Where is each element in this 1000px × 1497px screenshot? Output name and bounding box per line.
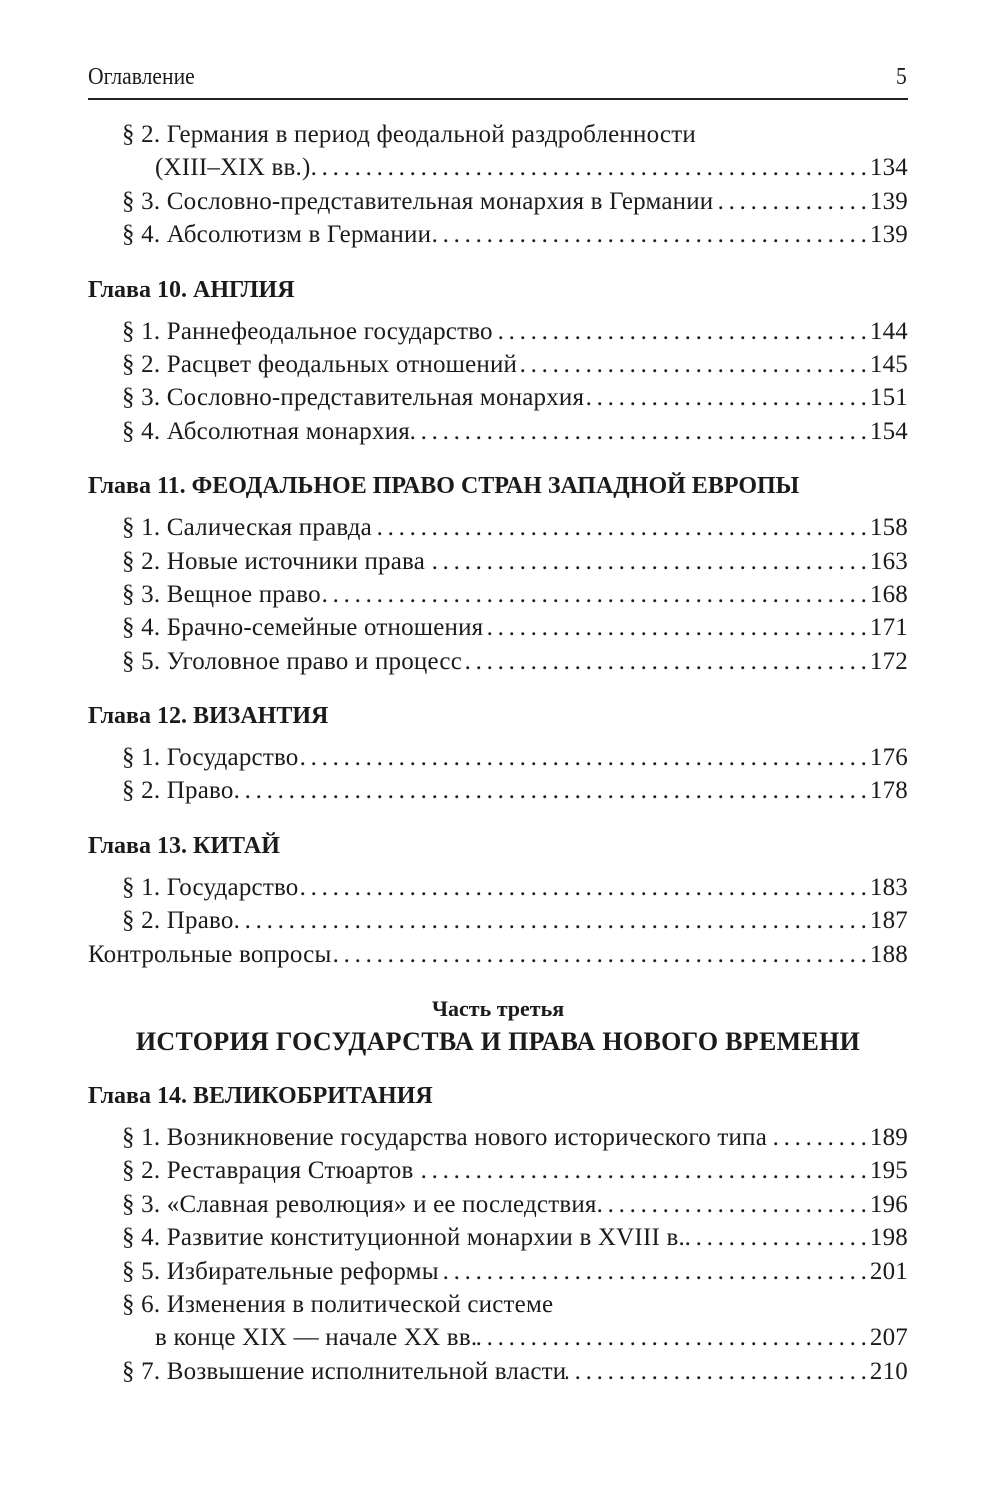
toc-entry xyxy=(88,1288,908,1321)
toc-entry xyxy=(88,1255,908,1288)
entry-label: § 3. Сословно-представительная монархия в Германии xyxy=(122,187,714,215)
entry-page: 172 xyxy=(869,647,908,675)
toc-entry xyxy=(88,118,908,151)
running-header xyxy=(88,64,908,100)
entry-label: § 1. Государство xyxy=(122,744,299,772)
dot-leader xyxy=(462,645,870,678)
entry-label: § 1. Раннефеодальное государство xyxy=(122,317,493,345)
entry-label: § 3. Сословно-представительная монархия xyxy=(122,384,585,412)
dot-leader xyxy=(234,774,870,807)
entry-page: 183 xyxy=(869,873,908,901)
toc-entry xyxy=(88,871,908,904)
dot-leader xyxy=(483,611,870,644)
entry-page: 154 xyxy=(869,417,908,445)
entry-label: в конце XIX — начале XX вв. xyxy=(155,1324,478,1352)
toc-entry xyxy=(88,315,908,348)
toc-entry xyxy=(88,415,908,448)
part-subtitle: Часть третья xyxy=(431,996,565,1022)
entry-label: § 2. Расцвет феодальных отношений xyxy=(122,350,518,378)
toc-entry xyxy=(88,741,908,774)
entry-page: 189 xyxy=(869,1124,908,1152)
running-title: Оглавление xyxy=(88,64,195,90)
toc-entry xyxy=(88,151,908,184)
entry-page: 145 xyxy=(869,350,908,378)
dot-leader xyxy=(517,348,870,381)
entry-page: 134 xyxy=(869,154,908,182)
toc-entry xyxy=(88,1221,908,1254)
entry-label: § 2. Право xyxy=(122,907,234,935)
entry-page: 151 xyxy=(869,384,908,412)
entry-page: 198 xyxy=(869,1224,908,1252)
toc-entry xyxy=(88,545,908,578)
entry-label: § 3. «Славная революция» и ее последствия xyxy=(122,1190,597,1218)
dot-leader xyxy=(493,315,870,348)
entry-page: 139 xyxy=(869,221,908,249)
dot-leader xyxy=(425,545,870,578)
toc-entry-questions xyxy=(88,938,908,971)
dot-leader xyxy=(685,1221,870,1254)
entry-label: § 1. Возникновение государства нового исторического типа xyxy=(122,1124,768,1152)
entry-label: § 2. Реставрация Стюартов xyxy=(122,1157,414,1185)
entry-label: Контрольные вопросы xyxy=(88,940,332,968)
entry-page: 139 xyxy=(869,187,908,215)
entry-label: § 2. Германия в период феодальной раздробленности xyxy=(122,121,696,148)
entry-page: 163 xyxy=(869,547,908,575)
dot-leader xyxy=(410,415,870,448)
table-of-contents xyxy=(88,118,908,1388)
chapter-heading: Глава 14. ВЕЛИКОБРИТАНИЯ xyxy=(88,1083,433,1110)
page-number: 5 xyxy=(896,64,907,90)
dot-leader xyxy=(234,904,870,937)
entry-page: 178 xyxy=(869,777,908,805)
entry-page: 210 xyxy=(869,1357,908,1385)
toc-entry xyxy=(88,611,908,644)
dot-leader xyxy=(713,185,870,218)
dot-leader xyxy=(566,1355,870,1388)
entry-page: 171 xyxy=(869,614,908,642)
chapter-heading: Глава 10. АНГЛИЯ xyxy=(88,276,295,303)
entry-page: 144 xyxy=(869,317,908,345)
dot-leader xyxy=(299,741,870,774)
toc-entry xyxy=(88,904,908,937)
toc-entry xyxy=(88,348,908,381)
toc-entry xyxy=(88,185,908,218)
dot-leader xyxy=(584,381,870,414)
chapter-heading: Глава 13. КИТАЙ xyxy=(88,832,280,859)
toc-entry xyxy=(88,218,908,251)
dot-leader xyxy=(431,218,870,251)
dot-leader xyxy=(414,1154,870,1187)
entry-page: 187 xyxy=(869,907,908,935)
entry-label: § 5. Избирательные реформы xyxy=(122,1257,439,1285)
entry-label: § 2. Новые источники права xyxy=(122,547,426,575)
entry-label: § 6. Изменения в политической системе xyxy=(122,1290,554,1318)
entry-label: § 4. Брачно-семейные отношения xyxy=(122,614,484,642)
dot-leader xyxy=(321,578,870,611)
dot-leader xyxy=(299,871,870,904)
toc-entry xyxy=(88,1121,908,1154)
entry-label: § 1. Салическая правда xyxy=(122,514,372,542)
entry-label: (XIII–XIX вв.) xyxy=(155,154,311,182)
entry-label: § 4. Абсолютизм в Германии xyxy=(122,221,432,249)
toc-entry xyxy=(88,511,908,544)
entry-page: 201 xyxy=(869,1257,908,1285)
chapter-heading: Глава 12. ВИЗАНТИЯ xyxy=(88,703,329,730)
toc-entry xyxy=(88,1321,908,1354)
toc-entry xyxy=(88,1355,908,1388)
dot-leader xyxy=(311,151,870,184)
entry-page: 196 xyxy=(869,1190,908,1218)
toc-entry xyxy=(88,578,908,611)
dot-leader xyxy=(372,511,870,544)
entry-label: § 7. Возвышение исполнительной власти xyxy=(122,1357,567,1385)
toc-entry xyxy=(88,1154,908,1187)
dot-leader xyxy=(767,1121,870,1154)
toc-entry xyxy=(88,1188,908,1221)
entry-page: 176 xyxy=(869,744,908,772)
dot-leader xyxy=(439,1255,870,1288)
entry-page: 195 xyxy=(869,1157,908,1185)
entry-page: 168 xyxy=(869,580,908,608)
entry-label: § 3. Вещное право xyxy=(122,580,321,608)
part-title: ИСТОРИЯ ГОСУДАРСТВА И ПРАВА НОВОГО ВРЕМЕНИ xyxy=(135,1027,861,1057)
entry-page: 188 xyxy=(869,940,908,968)
entry-page: 207 xyxy=(869,1324,908,1352)
entry-label: § 4. Развитие конституционной монархии в XVIII в. xyxy=(122,1224,685,1252)
toc-entry xyxy=(88,774,908,807)
entry-label: § 5. Уголовное право и процесс xyxy=(122,647,463,675)
dot-leader xyxy=(331,938,869,971)
entry-label: § 2. Право xyxy=(122,777,234,805)
entry-label: § 4. Абсолютная монархия xyxy=(122,417,410,445)
entry-label: § 1. Государство xyxy=(122,873,299,901)
chapter-heading: Глава 11. ФЕОДАЛЬНОЕ ПРАВО СТРАН ЗАПАДНОЙ ЕВРОПЫ xyxy=(88,473,800,500)
dot-leader xyxy=(597,1188,870,1221)
toc-entry xyxy=(88,381,908,414)
dot-leader xyxy=(477,1321,870,1354)
entry-page: 158 xyxy=(869,514,908,542)
toc-entry xyxy=(88,645,908,678)
